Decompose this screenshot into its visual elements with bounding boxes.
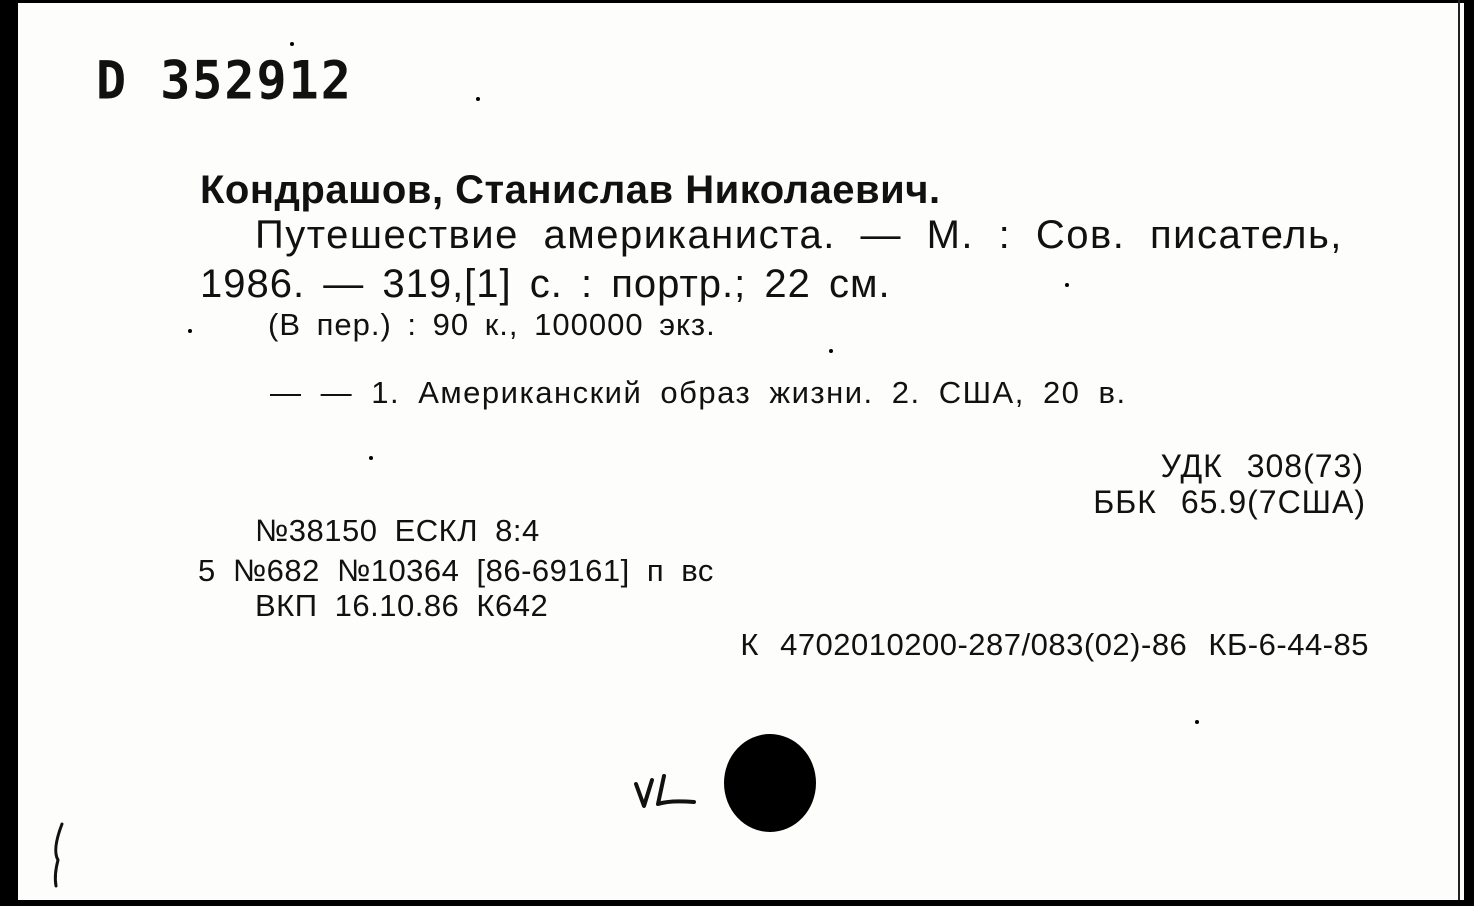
shelf-mark: D 352912	[96, 50, 353, 111]
catalog-line-1: №38150 ЕСКЛ 8:4	[255, 513, 540, 548]
subjects-line: — — 1. Американский образ жизни. 2. США, 20 в.	[270, 375, 1127, 410]
price-line: (В пер.) : 90 к., 100000 экз.	[268, 307, 716, 342]
author-heading: Кондрашов, Станислав Николаевич.	[200, 168, 941, 212]
card-border-right	[1458, 0, 1460, 906]
scan-speck	[369, 456, 373, 460]
udk-code: УДК 308(73)	[1160, 448, 1364, 484]
scan-speck	[829, 349, 833, 353]
scan-edge-right	[1464, 0, 1474, 906]
title-line-1: Путешествие американиста. — М. : Сов. писатель,	[255, 213, 1343, 257]
catalog-line-2: 5 №682 №10364 [86-69161] п вс	[198, 553, 714, 588]
punch-hole-mark	[724, 734, 816, 832]
scan-edge-top	[0, 0, 1474, 3]
scan-speck	[290, 42, 294, 46]
scan-edge-left	[0, 0, 18, 906]
scan-speck	[1195, 720, 1199, 724]
scan-speck	[1065, 283, 1069, 287]
scan-speck	[476, 97, 480, 101]
bbk-code: ББК 65.9(7США)	[1093, 484, 1366, 520]
catalog-line-3: ВКП 16.10.86 К642	[255, 588, 549, 623]
handwritten-initials	[630, 770, 710, 814]
classification-code-line: К 4702010200-287/083(02)-86 КБ-6-44-85	[740, 627, 1369, 662]
title-line-2: 1986. — 319,[1] с. : портр.; 22 см.	[200, 262, 891, 306]
scan-edge-bottom	[0, 900, 1474, 906]
pencil-mark	[44, 820, 74, 890]
scan-speck	[188, 329, 192, 333]
